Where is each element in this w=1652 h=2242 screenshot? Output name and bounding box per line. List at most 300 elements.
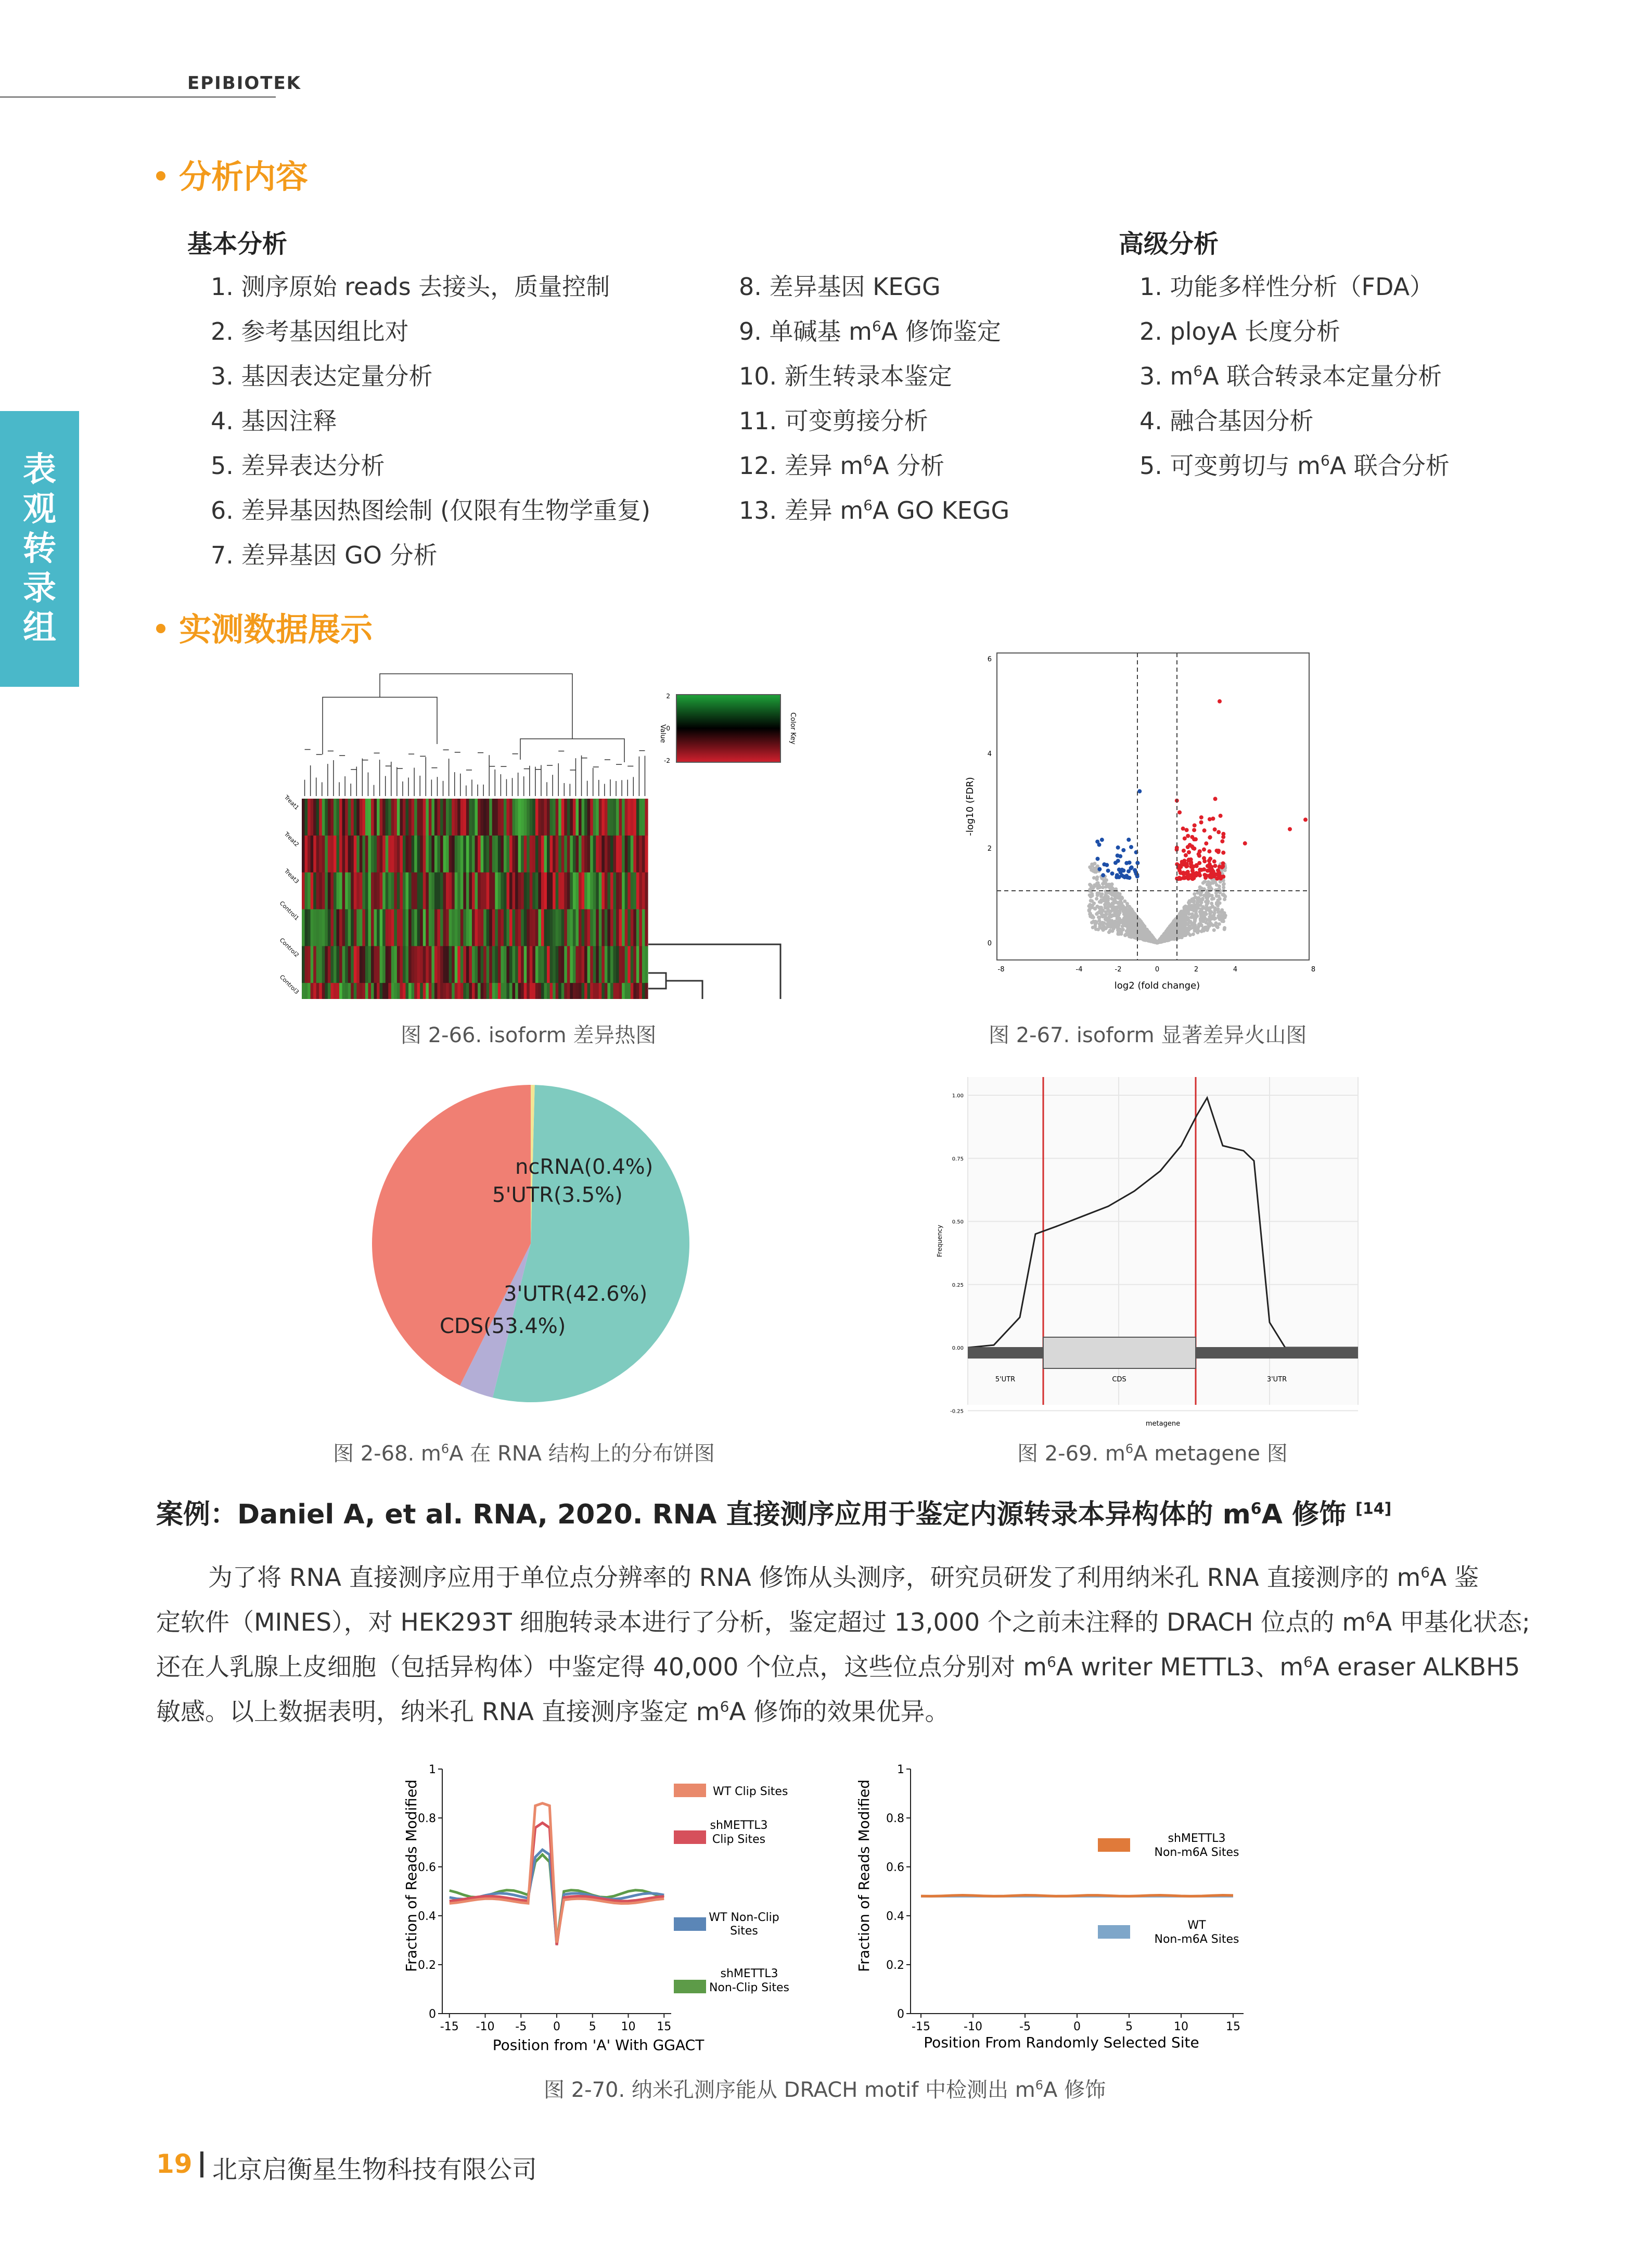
row-dendrogram (648, 944, 780, 999)
heatmap-cell (377, 836, 380, 873)
x-tick-label: 15 (1226, 2020, 1240, 2033)
heatmap-cell (530, 909, 533, 946)
heatmap-cell (472, 983, 475, 999)
heatmap-cell (412, 983, 415, 999)
heatmap-cell (334, 946, 337, 983)
heatmap-cell (575, 909, 579, 946)
heatmap-cell (302, 909, 305, 946)
heatmap-cell (322, 873, 325, 909)
volcano-point (1110, 897, 1113, 901)
heatmap-cell (631, 799, 634, 836)
heatmap-cell (391, 983, 394, 999)
heatmap-cell (408, 836, 412, 873)
heatmap-cell (636, 909, 639, 946)
list-item: 13. 差异 $m^6A$ GO KEGG (739, 496, 1010, 524)
heatmap-cell (354, 909, 357, 946)
heatmap-cell (567, 873, 570, 909)
heatmap-cell (627, 873, 631, 909)
heatmap-cell (530, 946, 533, 983)
legend-label: shMETTL3 (720, 1967, 778, 1980)
heatmap-cell (354, 836, 357, 873)
heatmap-cell (599, 799, 602, 836)
heatmap-cell (521, 836, 524, 873)
heatmap-cell (538, 983, 541, 999)
heatmap-cell (380, 983, 383, 999)
basic-analysis-list-1 (211, 268, 650, 581)
heatmap-cell (501, 909, 504, 946)
heatmap-cell (639, 909, 642, 946)
heatmap-cell (434, 983, 438, 999)
volcano-point-up (1195, 864, 1199, 868)
heatmap-cell (472, 909, 475, 946)
volcano-point (1167, 938, 1171, 942)
heatmap-cell (455, 909, 458, 946)
heatmap-cell (481, 799, 484, 836)
heatmap-cell (377, 946, 380, 983)
heatmap-cell (625, 836, 628, 873)
volcano-point (1211, 904, 1214, 908)
heatmap-cell (414, 836, 417, 873)
heatmap-cell (607, 836, 610, 873)
side-tab-char: 录 (23, 569, 56, 608)
volcano-point-up (1199, 815, 1203, 819)
heatmap-cell (412, 946, 415, 983)
volcano-point-down (1128, 876, 1132, 880)
heatmap-cell (463, 909, 466, 946)
color-key (659, 693, 797, 764)
figure-caption-2-68: 图 2-68. $m^6A$ 在 RNA 结构上的分布饼图 (333, 1441, 715, 1466)
list-item: 9. 单碱基 $m^6A$ 修饰鉴定 (739, 317, 1001, 345)
heatmap-cell (573, 946, 576, 983)
heatmap-cell (513, 909, 516, 946)
page-number: 19 (156, 2149, 193, 2179)
volcano-point-up (1202, 873, 1207, 877)
heatmap-cell (518, 909, 521, 946)
volcano-point-up (1202, 828, 1207, 832)
volcano-point-up (1213, 827, 1217, 831)
volcano-point-up (1193, 823, 1197, 827)
heatmap-cell (619, 983, 622, 999)
heatmap-cell (429, 946, 432, 983)
volcano-point (1087, 904, 1091, 908)
heatmap-cell (443, 873, 446, 909)
volcano-point-up (1199, 821, 1203, 825)
volcano-point-up (1211, 816, 1215, 821)
heatmap-cell (382, 836, 386, 873)
heatmap-cell (365, 836, 368, 873)
left-chart-body (418, 1763, 671, 2033)
heatmap-cell (501, 836, 504, 873)
heatmap-cell (495, 909, 498, 946)
heatmap-cell (403, 983, 406, 999)
heatmap-cell (328, 909, 331, 946)
heatmap-cell (351, 873, 354, 909)
heatmap-cell (328, 799, 331, 836)
heatmap-cell (489, 799, 492, 836)
volcano-point (1192, 926, 1195, 930)
heatmap-cell (325, 799, 328, 836)
heatmap-cell (443, 836, 446, 873)
heatmap-cell (605, 873, 608, 909)
heatmap-cell (483, 836, 486, 873)
heatmap-cell (374, 946, 377, 983)
volcano-point (1224, 914, 1227, 917)
heatmap-cell (394, 836, 397, 873)
heatmap-cell (354, 799, 357, 836)
volcano-point (1214, 921, 1218, 925)
legend-label: WT Clip Sites (713, 1785, 788, 1798)
heatmap-cell (631, 873, 634, 909)
heatmap-cell (579, 946, 582, 983)
heatmap-cell (544, 873, 547, 909)
volcano-point (1154, 940, 1158, 944)
heatmap-cell (452, 946, 455, 983)
heatmap-cell (489, 873, 492, 909)
heatmap-cell (538, 873, 541, 909)
heatmap-cell (587, 836, 591, 873)
heatmap-cell (573, 799, 576, 836)
heatmap-cell (360, 836, 363, 873)
heatmap-cell (532, 909, 535, 946)
volcano-point-up (1185, 828, 1189, 832)
heatmap-cell (527, 836, 530, 873)
heatmap-cell (625, 799, 628, 836)
heatmap-cell (362, 799, 365, 836)
heatmap-cell (538, 946, 541, 983)
heatmap-cell (377, 909, 380, 946)
heatmap-cell (394, 873, 397, 909)
volcano-point (1206, 906, 1210, 910)
heatmap-cell (325, 946, 328, 983)
heatmap-cell (345, 946, 348, 983)
heatmap-cell (356, 909, 360, 946)
heatmap-cell (515, 909, 518, 946)
heatmap-cell (582, 799, 585, 836)
volcano-point-down (1129, 845, 1133, 849)
heatmap-cell (481, 836, 484, 873)
volcano-point (1199, 890, 1203, 893)
heatmap-cell (319, 946, 322, 983)
heatmap-cell (489, 946, 492, 983)
heatmap-cell (434, 836, 438, 873)
heatmap-cell (483, 873, 486, 909)
heatmap-cell (397, 909, 400, 946)
heatmap-cell (567, 836, 570, 873)
heatmap-cell (492, 836, 495, 873)
heatmap-cell (386, 983, 389, 999)
volcano-point-up (1208, 856, 1212, 861)
heatmap-cell (498, 983, 501, 999)
heatmap-cell (380, 946, 383, 983)
heatmap-cell (308, 946, 311, 983)
list-item: 3. 基因表达定量分析 (211, 362, 433, 390)
heatmap-cell (330, 946, 334, 983)
list-item: 5. 差异表达分析 (211, 452, 385, 480)
paragraph-line: 为了将 RNA 直接测序应用于单位点分辨率的 RNA 修饰从头测序，研究员研发了利用纳米孔 RNA 直接测序的 $m^6A$ 鉴 (208, 1564, 1479, 1592)
heatmap-cell (412, 873, 415, 909)
heatmap-cell (544, 909, 547, 946)
heatmap-cell (541, 909, 544, 946)
heatmap-cell (371, 799, 374, 836)
heatmap-cell (311, 836, 314, 873)
heatmap-cell (489, 983, 492, 999)
heatmap-cell (513, 836, 516, 873)
heatmap-cell (354, 873, 357, 909)
heatmap-cell (362, 983, 365, 999)
heatmap-cell (408, 873, 412, 909)
x-axis-label: Position From Randomly Selected Site (924, 2034, 1199, 2051)
heatmap-cell (455, 836, 458, 873)
heatmap-cell (328, 983, 331, 999)
heatmap-cell (440, 873, 443, 909)
heatmap-cell (377, 873, 380, 909)
heatmap-cell (345, 836, 348, 873)
heatmap-cell (544, 836, 547, 873)
heatmap-cell (348, 799, 351, 836)
heatmap-cell (437, 983, 440, 999)
heatmap-cell (437, 836, 440, 873)
heatmap-cell (400, 946, 403, 983)
heatmap-cell (645, 799, 648, 836)
heatmap-cell (325, 983, 328, 999)
x-tick-label: -15 (912, 2020, 930, 2033)
list-item: 4. 基因注释 (211, 407, 337, 435)
heatmap-cell (556, 909, 559, 946)
list-item: 1. 功能多样性分析（FDA） (1139, 273, 1434, 301)
volcano-point (1179, 916, 1183, 919)
volcano-point-up (1215, 877, 1219, 881)
volcano-point (1173, 932, 1177, 936)
volcano-point-down (1121, 848, 1125, 852)
heatmap-cell (558, 983, 561, 999)
heatmap-cell (506, 799, 509, 836)
heatmap-cell (532, 799, 535, 836)
heatmap-cell (567, 983, 570, 999)
heatmap-cell (478, 799, 481, 836)
y-tick-label: 0.00 (952, 1346, 964, 1351)
volcano-point-up (1194, 871, 1198, 875)
heatmap-cell (334, 909, 337, 946)
volcano-point (1102, 921, 1106, 925)
column-dendrogram (305, 674, 645, 796)
heatmap-cell (313, 909, 316, 946)
volcano-point (1215, 925, 1219, 928)
volcano-point-up (1184, 853, 1188, 857)
volcano-point-up (1187, 850, 1191, 854)
heatmap-cell (619, 946, 622, 983)
heatmap-cell (437, 946, 440, 983)
volcano-point-down (1123, 875, 1127, 879)
volcano-point (1087, 908, 1091, 912)
side-tab-char: 观 (23, 490, 56, 529)
heatmap-cell (584, 836, 587, 873)
heatmap-cell (460, 836, 464, 873)
y-tick-label: 0.75 (952, 1156, 964, 1162)
heatmap-cell (426, 946, 429, 983)
heatmap-cell (440, 946, 443, 983)
heatmap-cell (362, 946, 365, 983)
heatmap-cell (452, 799, 455, 836)
heatmap-cell (406, 799, 409, 836)
volcano-point (1109, 909, 1113, 913)
heatmap-cell (619, 873, 622, 909)
heatmap-cell (627, 909, 631, 946)
volcano-point (1200, 901, 1203, 904)
heatmap-cell (408, 799, 412, 836)
heatmap-cell (305, 873, 308, 909)
heatmap-cell (622, 983, 625, 999)
heatmap-cell (423, 983, 426, 999)
x-tick-label: 4 (1233, 966, 1238, 973)
heatmap-cell (313, 983, 316, 999)
volcano-point (1128, 924, 1131, 928)
region-label: 5'UTR (995, 1376, 1016, 1383)
volcano-point (1107, 905, 1110, 908)
x-tick-label: 5 (1125, 2020, 1133, 2033)
x-axis-label: metagene (1145, 1420, 1181, 1428)
side-tab-char: 组 (23, 609, 56, 647)
heatmap-cell (446, 946, 449, 983)
volcano-point-up (1198, 849, 1202, 853)
heatmap-cell (513, 946, 516, 983)
volcano-point-up (1186, 834, 1190, 838)
heatmap-cell (397, 799, 400, 836)
color-key-tick: -2 (664, 757, 670, 764)
volcano-point (1214, 907, 1218, 911)
heatmap-cell (627, 836, 631, 873)
heatmap-cell (443, 909, 446, 946)
volcano-point-outlier (1303, 817, 1308, 822)
heatmap-cell (330, 836, 334, 873)
heatmap-cell (575, 799, 579, 836)
y-tick-label: 0 (429, 2008, 436, 2021)
heatmap-cell (417, 799, 420, 836)
heatmap-cell (449, 836, 452, 873)
legend-label: WT (1187, 1919, 1206, 1932)
list-item: 1. 测序原始 reads 去接头，质量控制 (211, 273, 610, 301)
volcano-point (1104, 885, 1108, 889)
heatmap-cell (420, 873, 423, 909)
volcano-point (1105, 913, 1108, 916)
heatmap-cell (645, 983, 648, 999)
figure-caption-2-70: 图 2-70. 纳米孔测序能从 DRACH motif 中检测出 $m^6A$ 修饰 (544, 2078, 1106, 2102)
heatmap-cell (337, 909, 340, 946)
y-tick-label: 0.50 (952, 1219, 964, 1225)
heatmap-cell (429, 909, 432, 946)
heatmap-cell (613, 983, 617, 999)
heatmap-cell (506, 946, 509, 983)
volcano-point (1223, 895, 1227, 899)
heatmap-cell (607, 909, 610, 946)
heatmap-cell (337, 836, 340, 873)
heatmap-cell (388, 909, 391, 946)
heatmap-cell (518, 799, 521, 836)
heatmap-cell (564, 946, 567, 983)
heatmap-cell (446, 799, 449, 836)
heatmap-cell (339, 983, 342, 999)
volcano-point-up (1181, 827, 1185, 831)
heatmap-cell (423, 909, 426, 946)
y-tick-label: 1.00 (952, 1093, 964, 1099)
heatmap-cell (354, 983, 357, 999)
volcano-point-up (1181, 876, 1185, 880)
heatmap-cell (478, 946, 481, 983)
volcano-point-up (1194, 837, 1198, 841)
heatmap-cell (645, 946, 648, 983)
heatmap-cell (463, 983, 466, 999)
heatmap-cell (587, 799, 591, 836)
heatmap-cell (478, 836, 481, 873)
heatmap-cell (639, 799, 642, 836)
heatmap-cell (322, 836, 325, 873)
heatmap-cell (403, 836, 406, 873)
heatmap-cell (561, 873, 565, 909)
heatmap-cell (440, 799, 443, 836)
volcano-point-up (1221, 861, 1225, 865)
heatmap-cell (380, 909, 383, 946)
heatmap-cell (394, 909, 397, 946)
volcano-point (1170, 925, 1173, 928)
heatmap-cell (348, 873, 351, 909)
heatmap-cell (423, 873, 426, 909)
heatmap-cell (582, 909, 585, 946)
heatmap-cell (308, 909, 311, 946)
volcano-point (1093, 868, 1097, 872)
y-tick-label: 1 (897, 1763, 904, 1776)
volcano-point-down (1101, 873, 1105, 877)
volcano-point-up (1216, 868, 1220, 873)
heatmap-cell (498, 873, 501, 909)
heatmap-cell (382, 873, 386, 909)
volcano-point-up (1182, 859, 1186, 863)
legend-label: Non-m6A Sites (1154, 1933, 1239, 1946)
heatmap-cell (342, 946, 345, 983)
heatmap-cell (625, 946, 628, 983)
heatmap-cell (423, 946, 426, 983)
heatmap-cell (408, 983, 412, 999)
volcano-point (1113, 906, 1117, 909)
y-tick-label: 0 (987, 940, 992, 947)
heatmap-cell (498, 836, 501, 873)
heatmap-cell (319, 873, 322, 909)
heatmap-cell (328, 873, 331, 909)
heatmap-cell (645, 909, 648, 946)
heatmap-cell (469, 836, 472, 873)
heatmap-cell (506, 983, 509, 999)
heatmap-cell (348, 946, 351, 983)
heatmap-cell (619, 909, 622, 946)
heatmap-cell (564, 873, 567, 909)
y-tick-label: 6 (987, 656, 992, 663)
heatmap-cell (553, 836, 556, 873)
heatmap-cell (593, 836, 596, 873)
heatmap-cell (397, 946, 400, 983)
volcano-point (1122, 913, 1126, 916)
heatmap-cell (541, 799, 544, 836)
heatmap-cell (319, 909, 322, 946)
heatmap-cell (556, 836, 559, 873)
heatmap-cell (400, 909, 403, 946)
volcano-point-up (1198, 868, 1202, 872)
heatmap-cell (530, 799, 533, 836)
heatmap-cell (605, 836, 608, 873)
heatmap-cell (414, 909, 417, 946)
y-tick-label: -0.25 (950, 1408, 964, 1415)
heatmap-cell (319, 799, 322, 836)
heatmap-cell (570, 909, 573, 946)
heatmap-cell (420, 836, 423, 873)
heatmap-cell (371, 983, 374, 999)
